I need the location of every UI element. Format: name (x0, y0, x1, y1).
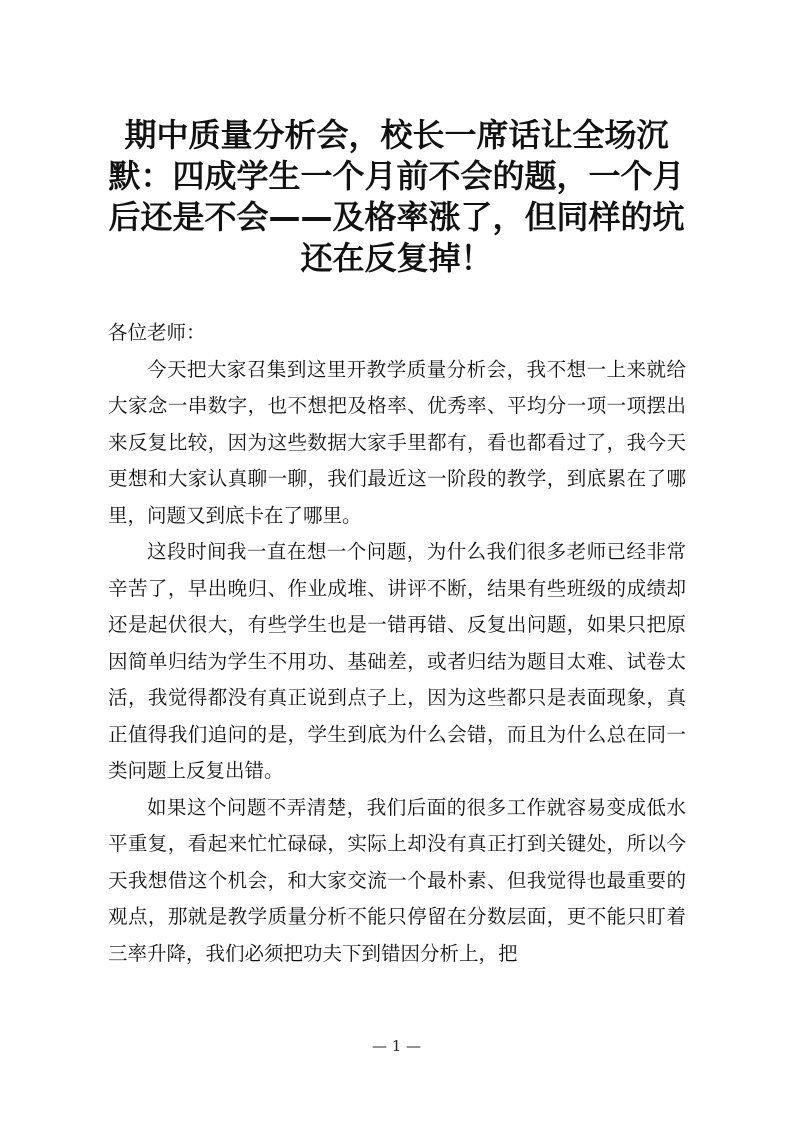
paragraph: 今天把大家召集到这里开教学质量分析会，我不想一上来就给大家念一串数字，也不想把及格率、优秀率、平均分一项一项摆出来反复比较，因为这些数据大家手里都有，看也都看过了，我今天更想和大家认真聊一聊，我们最近这一阶段的教学，到底累在了哪里，问题又到底卡在了哪里。 (108, 357, 686, 527)
document-body (108, 315, 686, 972)
paragraph: 这段时间我一直在想一个问题，为什么我们很多老师已经非常辛苦了，早出晚归、作业成堆、讲评不断，结果有些班级的成绩却还是起伏很大，有些学生也是一错再错、反复出问题，如果只把原因简单归结为学生不用功、基础差，或者归结为题目太难、试卷太活，我觉得都没有真正说到点子上，因为这些都只是表面现象，真正值得我们追问的是，学生到底为什么会错，而且为什么总在同一类问题上反复出错。 (108, 540, 686, 782)
salutation: 各位老师： (108, 321, 206, 344)
paragraph: 如果这个问题不弄清楚，我们后面的很多工作就容易变成低水平重复，看起来忙忙碌碌，实际上却没有真正打到关键处，所以今天我想借这个机会，和大家交流一个最朴素、但我觉得也最重要的观点，那就是教学质量分析不能只停留在分数层面，更不能只盯着三率升降，我们必须把功夫下到错因分析上，把 (108, 795, 686, 965)
document-title: 期中质量分析会，校长一席话让全场沉默：四成学生一个月前不会的题，一个月后还是不会——及格率涨了，但同样的坑还在反复掉！ (108, 116, 685, 277)
page-number: — 1 — (371, 1037, 422, 1055)
